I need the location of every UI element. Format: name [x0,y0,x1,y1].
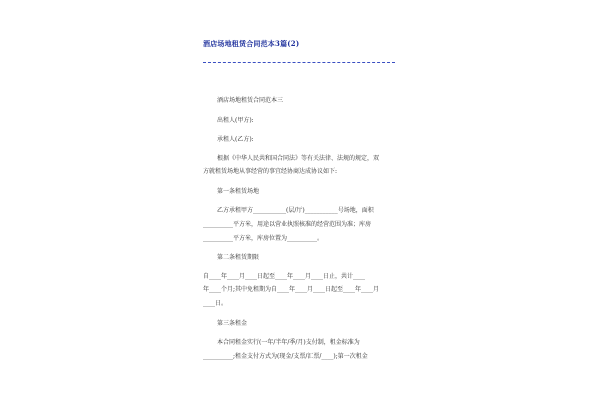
article-2-line-3: ____日。 [203,300,228,307]
article-2-heading: 第二条租赁期限 [217,254,260,261]
article-1-line-1: 乙方承租甲方___________(层/厅)___________号场地，面积 [217,207,374,214]
article-3-line-1: 本合同租金实行(一年/半年/季/月)支付制，租金标准为 [217,339,360,346]
lessee-line: 承租人(乙方): [217,136,254,143]
article-3-heading: 第三条租金 [217,320,248,327]
article-3-line-2: __________;租金支付方式为(现金/支票/汇票/____);第一次租金 [203,353,368,360]
preamble-line-2: 方就租赁场地从事经营的事宜经协商达成协议如下: [203,168,338,175]
document-title: 酒店场地租赁合同范本3篇(2) [203,39,300,48]
article-2-line-1: 自____年____月____日起至____年____月____日止，共计____ [203,273,366,280]
lessor-line: 出租人(甲方): [217,117,254,124]
article-1-heading: 第一条租赁场地 [217,188,260,195]
title-divider [203,62,395,63]
article-1-line-3: __________平方米，库房位置为__________。 [203,235,324,242]
article-2-line-2: 年____个月;其中免租期为自____年____月____日起至____年____月 [203,286,380,293]
article-1-line-2: __________平方米，用途以营业执照核准的经营范围为准；库房 [203,221,372,228]
preamble-line-1: 根据《中华人民共和国合同法》等有关法律、法规的规定，双 [217,155,380,162]
contract-heading: 酒店场地租赁合同范本三 [217,97,284,104]
